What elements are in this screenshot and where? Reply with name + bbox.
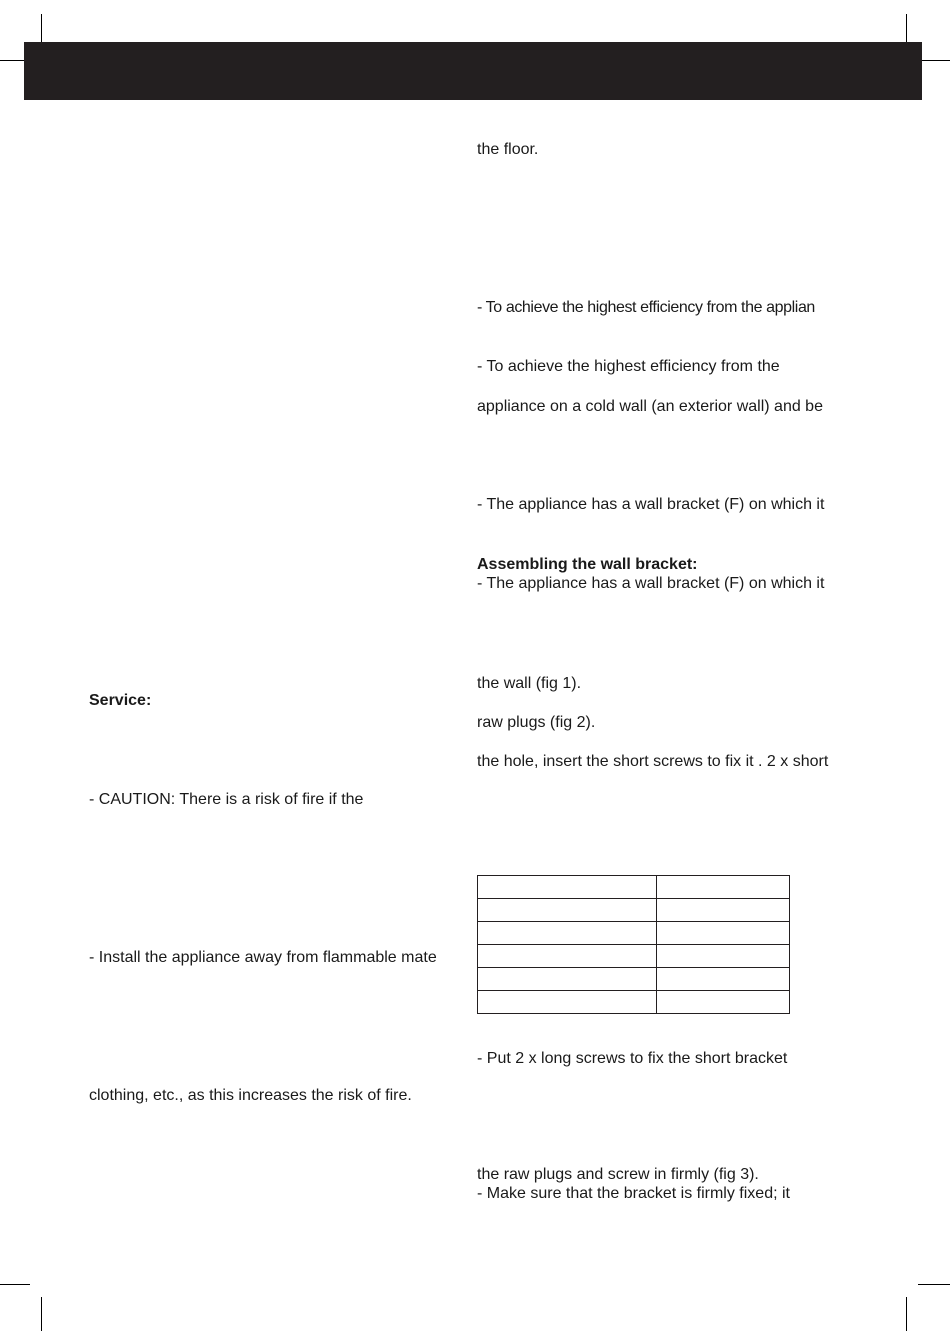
crop-mark (0, 1284, 30, 1285)
crop-mark (906, 1297, 907, 1331)
table-row (478, 876, 790, 899)
parts-table (477, 875, 790, 1014)
bracket-text-2: - The appliance has a wall bracket (F) on which it (477, 575, 825, 592)
table-cell (657, 968, 790, 991)
crop-mark (918, 1284, 950, 1285)
table-cell (478, 899, 657, 922)
table-cell (478, 968, 657, 991)
floor-text: the floor. (477, 141, 539, 158)
raw-plugs-fig2-text: raw plugs (fig 2). (477, 714, 596, 731)
assembling-heading: Assembling the wall bracket: (477, 556, 698, 573)
header-bar (24, 42, 922, 100)
service-heading: Service: (89, 692, 152, 709)
raw-plugs-fig3-text: the raw plugs and screw in firmly (fig 3). (477, 1166, 759, 1183)
table-row (478, 968, 790, 991)
table-cell (478, 991, 657, 1014)
table-cell (478, 945, 657, 968)
bracket-text-1: - The appliance has a wall bracket (F) on which it (477, 496, 825, 513)
table-cell (657, 876, 790, 899)
long-screws-text: - Put 2 x long screws to fix the short bracket (477, 1050, 788, 1067)
table-cell (657, 945, 790, 968)
table-row (478, 991, 790, 1014)
table-row (478, 899, 790, 922)
cold-wall-text: appliance on a cold wall (an exterior wall) and be (477, 398, 823, 415)
caution-text: - CAUTION: There is a risk of fire if the (89, 791, 364, 808)
table-cell (657, 899, 790, 922)
efficiency-text-1: - To achieve the highest efficiency from the applian (477, 299, 815, 316)
table-cell (657, 991, 790, 1014)
clothing-text: clothing, etc., as this increases the risk of fire. (89, 1087, 412, 1104)
crop-mark (918, 60, 950, 61)
table-row (478, 922, 790, 945)
wall-fig1-text: the wall (fig 1). (477, 675, 582, 692)
crop-mark (41, 1297, 42, 1331)
install-text: - Install the appliance away from flammable mate (89, 949, 437, 966)
table-cell (478, 922, 657, 945)
firmly-fixed-text: - Make sure that the bracket is firmly fixed; it (477, 1185, 790, 1202)
efficiency-text-2: - To achieve the highest efficiency from the (477, 358, 780, 375)
table-row (478, 945, 790, 968)
hole-screws-text: the hole, insert the short screws to fix it . 2 x short (477, 753, 829, 770)
table-cell (478, 876, 657, 899)
table-cell (657, 922, 790, 945)
